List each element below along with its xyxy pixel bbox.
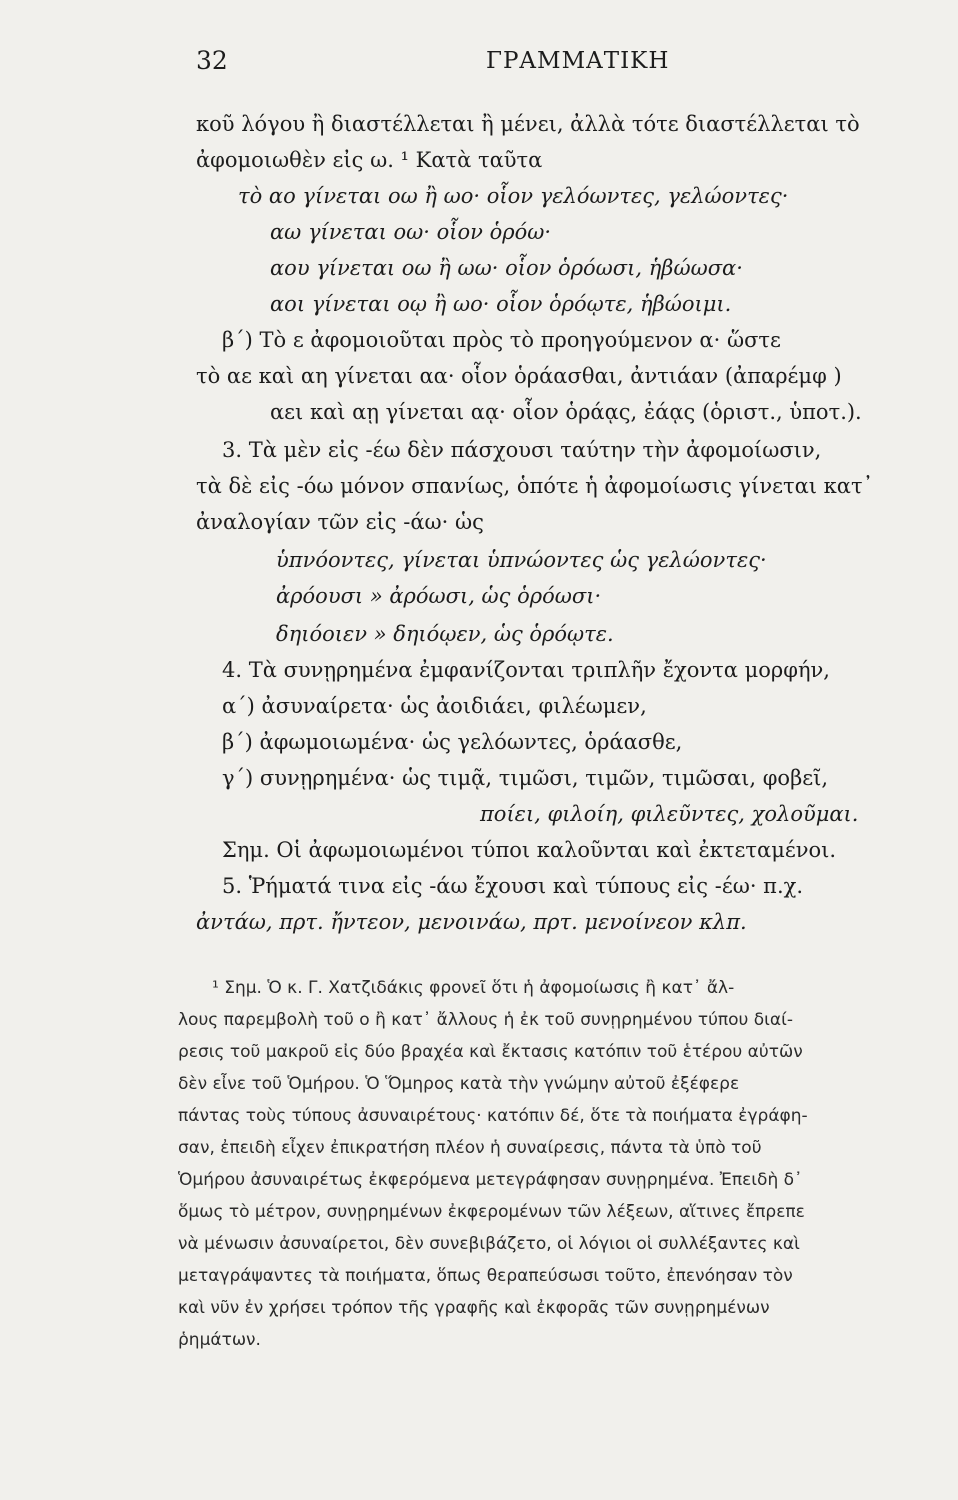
text-line: ἀρόουσι » ἀρόωσι, ὡς ὁρόωσι· (276, 584, 602, 608)
text-line: β΄) Τὸ ε ἀφομοιοῦται πρὸς τὸ προηγούμενον α· ὥστε (222, 328, 781, 352)
text-line: τὸ αε καὶ αη γίνεται αα· οἷον ὁράασθαι, ἀντιάαν (ἀπαρέμφ ) (196, 364, 842, 388)
text-line: ἀφομοιωθὲν εἰς ω. ¹ Κατὰ ταῦτα (196, 148, 543, 172)
footnote-line: μεταγράψαντες τὰ ποιήματα, ὅπως θεραπεύσωσι τοῦτο, ἐπενόησαν τὸν (178, 1266, 793, 1286)
footnote-line: ρεσις τοῦ μακροῦ εἰς δύο βραχέα καὶ ἔκτασις κατόπιν τοῦ ἑτέρου αὐτῶν (178, 1042, 803, 1062)
text-line: 5. Ῥήματά τινα εἰς -άω ἔχουσι καὶ τύπους εἰς -έω· π.χ. (222, 874, 804, 898)
page-header (196, 46, 936, 86)
text-line: 3. Τὰ μὲν εἰς -έω δὲν πάσχουσι ταύτην τὴν ἀφομοίωσιν, (222, 438, 822, 462)
text-line: αει καὶ αῃ γίνεται αᾳ· οἷον ὁράᾳς, ἐάᾳς (ὁριστ., ὑποτ.). (270, 400, 862, 424)
footnote-line: δὲν εἶνε τοῦ Ὁμήρου. Ὁ Ὅμηρος κατὰ τὴν γνώμην αὐτοῦ ἐξέφερε (178, 1074, 740, 1094)
text-line: τὰ δὲ εἰς -όω μόνον σπανίως, ὁπότε ἡ ἀφομοίωσις γίνεται κατ᾽ (196, 474, 874, 498)
text-line: α΄) ἀσυναίρετα· ὡς ἀοιδιάει, φιλέωμεν, (222, 694, 647, 718)
text-line: κοῦ λόγου ἢ διαστέλλεται ἢ μένει, ἀλλὰ τότε διαστέλλεται τὸ (196, 112, 860, 136)
footnote-line: καὶ νῦν ἐν χρήσει τρόπον τῆς γραφῆς καὶ ἐκφορᾶς τῶν συνῃρημένων (178, 1298, 770, 1318)
footnote-line: νὰ μένωσιν ἀσυναίρετοι, δὲν συνεβιβάζετο, οἱ λόγιοι οἱ συλλέξαντες καὶ (178, 1234, 800, 1254)
text-line: αοι γίνεται οῳ ἢ ωο· οἷον ὁρόῳτε, ἡβώοιμι. (270, 292, 732, 316)
text-line: τὸ αο γίνεται οω ἢ ωο· οἷον γελόωντες, γελώοντες· (238, 184, 789, 208)
text-line: β΄) ἀφωμοιωμένα· ὡς γελόωντες, ὁράασθε, (222, 730, 683, 754)
footnote-line: πάντας τοὺς τύπους ἀσυναιρέτους· κατόπιν δέ, ὅτε τὰ ποιήματα ἐγράφη- (178, 1106, 808, 1126)
text-line: 4. Τὰ συνῃρημένα ἐμφανίζονται τριπλῆν ἔχοντα μορφήν, (222, 658, 830, 682)
text-line: ποίει, φιλοίη, φιλεῦντες, χολοῦμαι. (480, 802, 859, 826)
text-line: ἀντάω, πρτ. ἤντεον, μενοινάω, πρτ. μενοίνεον κλπ. (196, 910, 747, 934)
text-line: Σημ. Οἱ ἀφωμοιωμένοι τύποι καλοῦνται καὶ ἐκτεταμένοι. (222, 838, 837, 862)
text-line: δηιόοιεν » δηιόῳεν, ὡς ὁρόῳτε. (276, 622, 614, 646)
text-line: γ΄) συνῃρημένα· ὡς τιμᾷ, τιμῶσι, τιμῶν, τιμῶσαι, φοβεῖ, (222, 766, 828, 790)
text-line: αω γίνεται οω· οἷον ὁρόω· (270, 220, 552, 244)
footnote-line: ὅμως τὸ μέτρον, συνῃρημένων ἐκφερομένων τῶν λέξεων, αἵτινες ἔπρεπε (178, 1202, 805, 1222)
footnote-line: λους παρεμβολὴ τοῦ ο ἢ κατ᾽ ἄλλους ἡ ἐκ τοῦ συνῃρημένου τύπου διαί- (178, 1010, 794, 1030)
footnote-line: ῥημάτων. (178, 1330, 261, 1350)
running-title: ΓΡΑΜΜΑΤΙΚΗ (486, 48, 670, 74)
footnote-line: ¹ Σημ. Ὁ κ. Γ. Χατζιδάκις φρονεῖ ὅτι ἡ ἀφομοίωσις ἢ κατ᾽ ἄλ- (212, 978, 735, 998)
footnote-line: Ὁμήρου ἀσυναιρέτως ἐκφερόμενα μετεγράφησαν συνῃρημένα. Ἐπειδὴ δ᾽ (178, 1170, 803, 1190)
text-line: ἀναλογίαν τῶν εἰς -άω· ὡς (196, 510, 484, 534)
page-number: 32 (196, 46, 228, 75)
text-line: ὑπνόοντες, γίνεται ὑπνώοντες ὡς γελώοντες· (276, 548, 767, 572)
footnote-line: σαν, ἐπειδὴ εἶχεν ἐπικρατήση πλέον ἡ συναίρεσις, πάντα τὰ ὑπὸ τοῦ (178, 1138, 762, 1158)
text-line: αου γίνεται οω ἢ ωω· οἷον ὁρόωσι, ἡβώωσα· (270, 256, 743, 280)
